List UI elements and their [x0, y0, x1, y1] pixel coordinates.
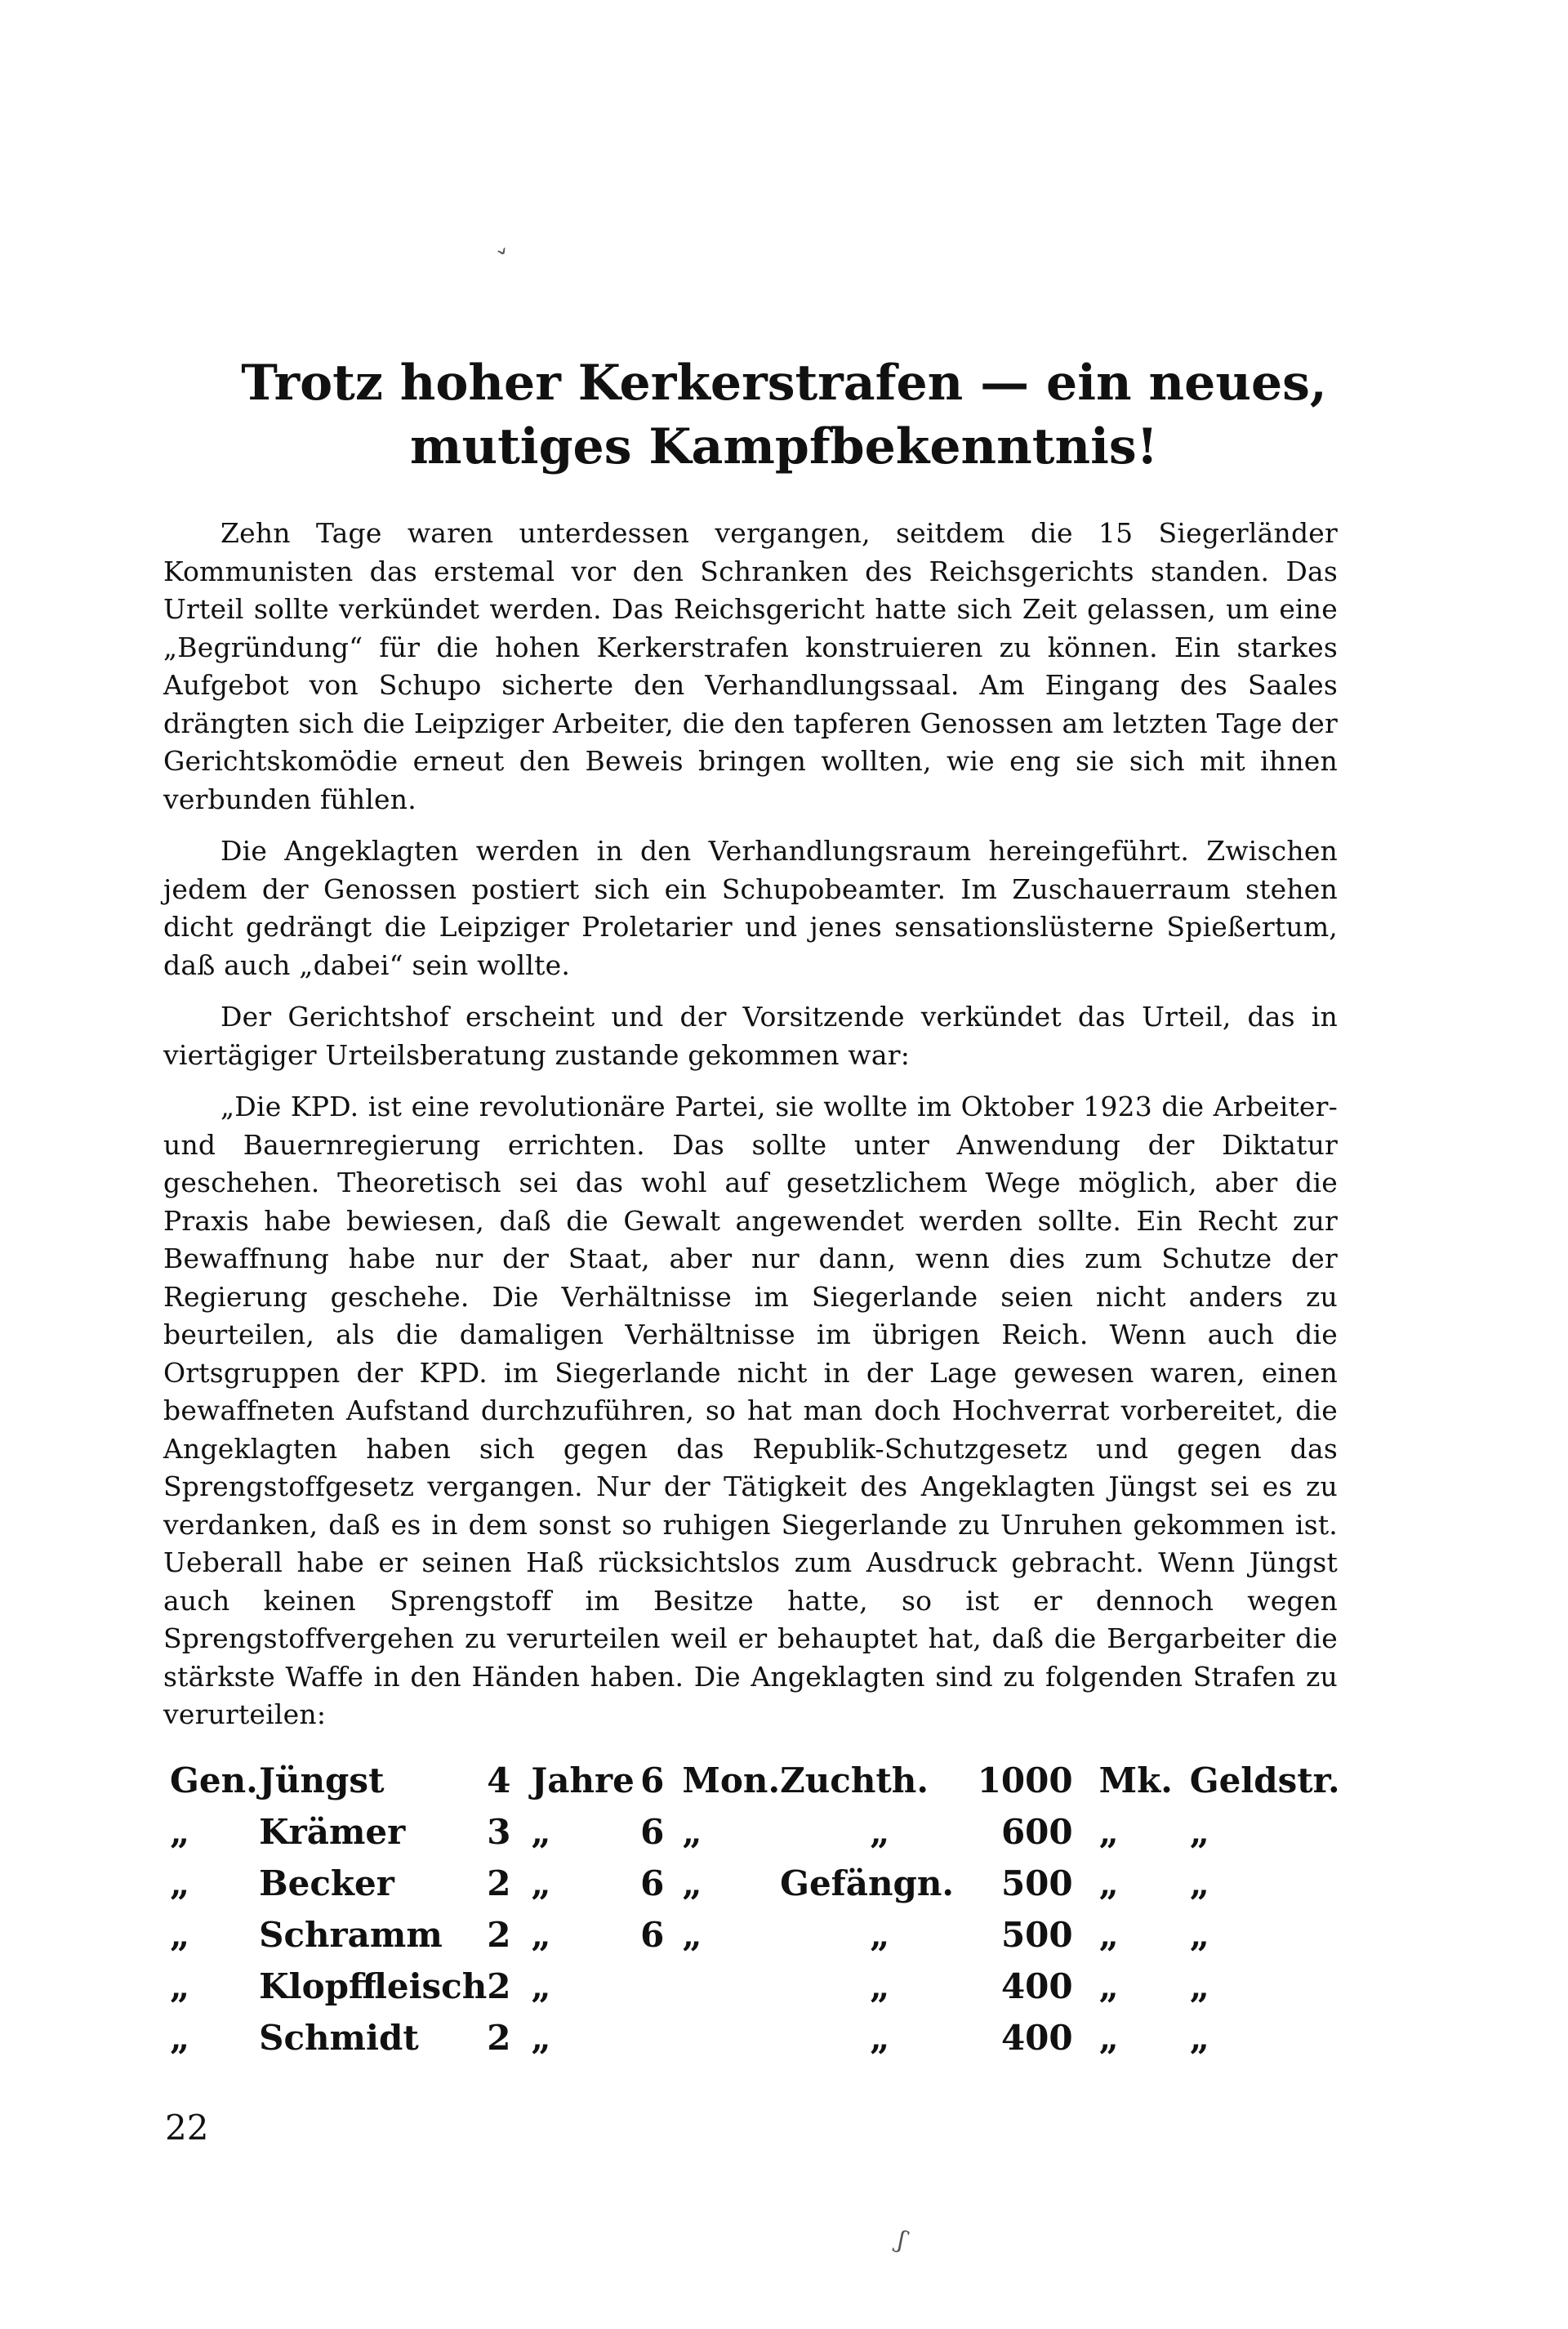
- sentence-punishment: Gefängn.: [780, 1863, 955, 1903]
- sentence-currency: „: [1098, 1966, 1119, 2006]
- sentence-months: 6: [640, 1863, 665, 1903]
- sentence-months: 6: [640, 1812, 665, 1852]
- page-number: 22: [165, 2108, 209, 2148]
- sentence-years-unit: Jahre: [531, 1760, 635, 1800]
- sentence-row: [170, 1858, 1346, 1909]
- sentence-prefix: „: [170, 1812, 190, 1852]
- sentence-punishment: „: [870, 1966, 890, 2006]
- sentence-prefix: Gen.: [170, 1760, 258, 1800]
- title-line-2: mutiges Kampfbekenntnis!: [409, 418, 1159, 475]
- sentence-months: [640, 2012, 666, 2064]
- sentence-row: [170, 1755, 1346, 1806]
- sentence-name: Schmidt: [259, 2018, 419, 2058]
- sentence-name: Becker: [259, 1863, 394, 1903]
- sentence-months: 6: [640, 1760, 665, 1800]
- sentence-years: 2: [487, 2018, 511, 2058]
- sentence-years: 2: [487, 1915, 511, 1955]
- sentence-years: 4: [487, 1760, 511, 1800]
- sentence-months-unit: „: [682, 1915, 702, 1955]
- stray-mark-top: ˇ: [493, 243, 520, 279]
- sentence-punishment: Zuchth.: [780, 1760, 929, 1800]
- sentence-prefix: „: [170, 1863, 190, 1903]
- stray-mark-bottom: ʃ: [893, 2225, 910, 2255]
- sentence-fine: „: [1189, 1863, 1209, 1903]
- sentence-name: Krämer: [259, 1812, 406, 1852]
- sentence-currency: „: [1098, 1915, 1119, 1955]
- sentence-fine: „: [1189, 1966, 1209, 2006]
- sentence-months-unit: [666, 2012, 780, 2064]
- sentence-fine: Geldstr.: [1189, 1760, 1340, 1800]
- sentence-years-unit: „: [531, 1966, 551, 2006]
- sentence-amount: 400: [1000, 1966, 1073, 2006]
- sentence-months: 6: [640, 1915, 665, 1955]
- paragraph-4-verdict-quote: „Die KPD. ist eine revolutionäre Partei, sie wollte im Oktober 1923 die Arbeiter- und Bauernregierung errichten. Das sollte unter Anwendung der Diktatur geschehen. Theoretisch sei das wohl auf gesetzlichem Wege möglich, aber die Praxis habe bewiesen, daß die Gewalt angewendet werden sollte. Ein Recht zur Bewaffnung habe nur der Staat, aber nur dann, wenn dies zum Schutze der Regierung geschehe. Die Verhältnisse im Siegerlande seien nicht anders zu beurteilen, als die damaligen Verhältnisse im übrigen Reich. Wenn auch die Ortsgruppen der KPD. im Siegerlande nicht in der Lage gewesen waren, einen bewaffneten Aufstand durchzuführen, so hat man doch Hochverrat vorbereitet, die Angeklagten haben sich gegen das Republik-Schutzgesetz und gegen das Sprengstoffgesetz vergangen. Nur der Tätigkeit des Angeklagten Jüngst sei es zu verdanken, daß es in dem sonst so ruhigen Siegerlande zu Unruhen gekommen ist. Ueberall habe er seinen Haß rücksichtslos zum Ausdruck gebracht. Wenn Jüngst auch keinen Sprengstoff im Besitze hatte, so ist er dennoch wegen Sprengstoffvergehen zu verurteilen weil er behauptet hat, daß die Bergarbeiter die stärkste Waffe in den Händen haben. Die Angeklagten sind zu folgenden Strafen zu verurteilen:: [163, 1091, 1338, 1730]
- sentence-punishment: „: [870, 1812, 890, 1852]
- sentence-currency: „: [1098, 2018, 1119, 2058]
- sentence-punishment: „: [870, 1915, 890, 1955]
- sentence-currency: „: [1098, 1812, 1119, 1852]
- sentence-months-unit: [666, 1961, 780, 2012]
- sentence-name: Klopffleisch: [259, 1966, 488, 2006]
- sentence-years: 3: [487, 1812, 511, 1852]
- paragraph-3: Der Gerichtshof erscheint und der Vorsitzende verkündet das Urteil, das in viertägiger Urteilsberatung zustande gekommen war:: [163, 1001, 1338, 1071]
- sentence-amount: 1000: [977, 1760, 1073, 1800]
- sentence-amount: 500: [1000, 1915, 1073, 1955]
- sentence-prefix: „: [170, 1915, 190, 1955]
- sentence-currency: „: [1098, 1863, 1119, 1903]
- sentence-row: [170, 1961, 1346, 2012]
- sentence-amount: 400: [1000, 2018, 1073, 2058]
- sentence-name: Jüngst: [259, 1760, 385, 1800]
- sentence-row: [170, 1806, 1346, 1858]
- chapter-title: [163, 351, 1405, 479]
- sentence-months-unit: „: [682, 1863, 702, 1903]
- sentence-years: 2: [487, 1966, 511, 2006]
- title-line-1: Trotz hoher Kerkerstrafen — ein neues,: [241, 355, 1327, 412]
- paragraph-1: Zehn Tage waren unterdessen vergangen, seitdem die 15 Siegerländer Kommunisten das erstemal vor den Schranken des Reichsgerichts standen. Das Urteil sollte verkündet werden. Das Reichsgericht hatte sich Zeit gelassen, um eine „Begründung“ für die hohen Kerkerstrafen konstruieren zu können. Ein starkes Aufgebot von Schupo sicherte den Verhandlungssaal. Am Eingang des Saales drängten sich die Leipziger Arbeiter, die den tapferen Genossen am letzten Tage der Gerichtskomödie erneut den Beweis bringen wollten, wie eng sie sich mit ihnen verbunden fühlen.: [163, 517, 1338, 815]
- sentence-fine: „: [1189, 1812, 1209, 1852]
- sentence-years-unit: „: [531, 1812, 551, 1852]
- sentence-currency: Mk.: [1098, 1760, 1173, 1800]
- sentence-years-unit: „: [531, 2018, 551, 2058]
- sentence-prefix: „: [170, 2018, 190, 2058]
- sentence-months-unit: „: [682, 1812, 702, 1852]
- sentence-row: [170, 2012, 1346, 2064]
- sentence-amount: 500: [1000, 1863, 1073, 1903]
- sentence-name: Schramm: [259, 1915, 443, 1955]
- sentence-prefix: „: [170, 1966, 190, 2006]
- paragraph-2: Die Angeklagten werden in den Verhandlungsraum hereingeführt. Zwischen jedem der Genossen postiert sich ein Schupobeamter. Im Zuschauerraum stehen dicht gedrängt die Leipziger Proletarier und jenes sensationslüsterne Spießertum, daß auch „dabei“ sein wollte.: [163, 835, 1338, 981]
- sentence-amount: 600: [1000, 1812, 1073, 1852]
- sentence-months-unit: Mon.: [682, 1760, 781, 1800]
- sentence-row: [170, 1909, 1346, 1961]
- sentence-table: [170, 1755, 1346, 2064]
- body-text: [163, 515, 1338, 1748]
- sentence-fine: „: [1189, 2018, 1209, 2058]
- sentence-months: [640, 1961, 666, 2012]
- sentence-years: 2: [487, 1863, 511, 1903]
- sentence-punishment: „: [870, 2018, 890, 2058]
- sentence-years-unit: „: [531, 1863, 551, 1903]
- sentence-years-unit: „: [531, 1915, 551, 1955]
- sentence-fine: „: [1189, 1915, 1209, 1955]
